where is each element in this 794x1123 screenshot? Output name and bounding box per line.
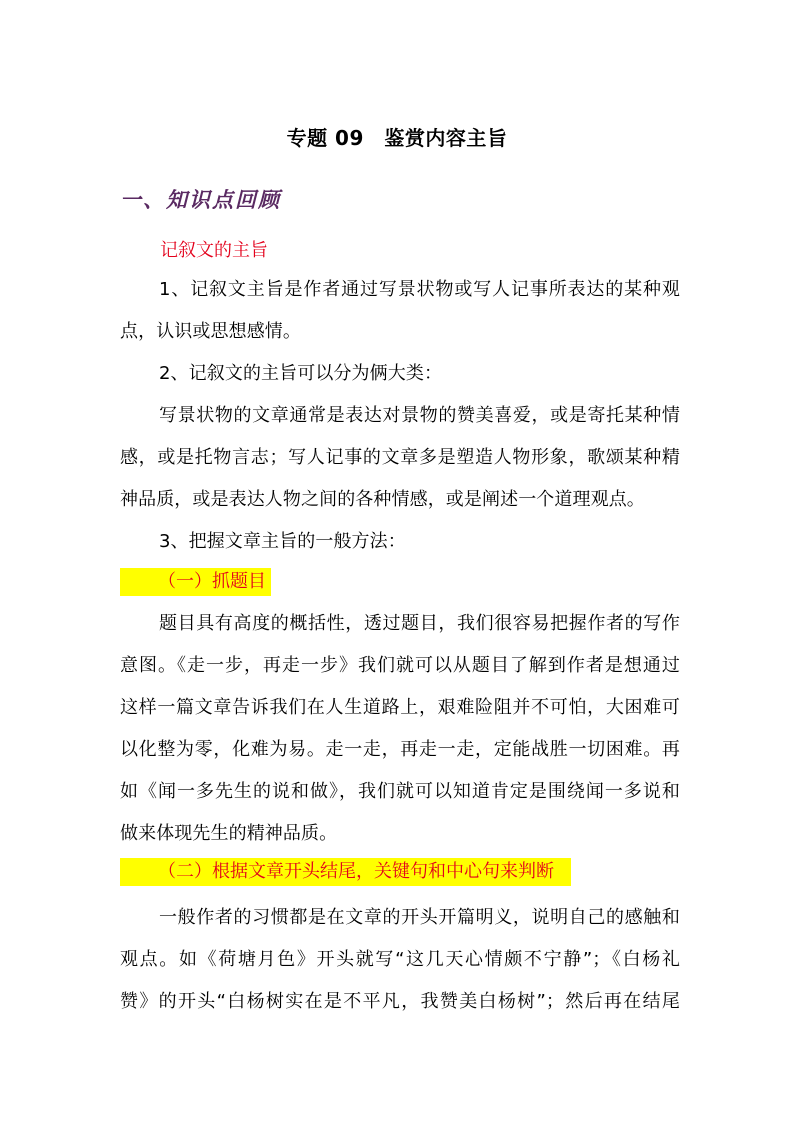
paragraph-line: 1、记叙文主旨是作者通过写景状物或写人记事所表达的某种观 <box>159 279 680 300</box>
highlighted-heading-1: （一）抓题目 <box>120 568 271 596</box>
paragraph-line: 如《闻一多先生的说和做》，我们就可以知道肯定是围绕闻一多说和 <box>120 781 680 802</box>
paragraph-line: 以化整为零，化难为易。走一走，再走一走，定能战胜一切困难。再 <box>120 739 680 760</box>
paragraph-line: 点，认识或思想感情。 <box>120 321 301 342</box>
paragraph-line: 做来体现先生的精神品质。 <box>120 823 338 844</box>
paragraph-line: 神品质，或是表达人物之间的各种情感，或是阐述一个道理观点。 <box>120 489 645 510</box>
paragraph-line: 感，或是托物言志；写人记事的文章多是塑造人物形象，歌颂某种精 <box>120 447 680 468</box>
sub-heading: 记叙文的主旨 <box>160 240 268 261</box>
paragraph-line: 赞》的开头“白杨树实在是不平凡，我赞美白杨树”；然后再在结尾 <box>120 991 680 1012</box>
paragraph-line: 写景状物的文章通常是表达对景物的赞美喜爱，或是寄托某种情 <box>159 405 680 426</box>
paragraph-line: 一般作者的习惯都是在文章的开头开篇明义，说明自己的感触和 <box>159 907 680 928</box>
paragraph-line: 观点。如《荷塘月色》开头就写“这几天心情颇不宁静”；《白杨礼 <box>120 949 680 970</box>
page-title: 专题 09 鉴赏内容主旨 <box>286 126 508 150</box>
paragraph-line: 题目具有高度的概括性，透过题目，我们很容易把握作者的写作 <box>159 613 680 634</box>
highlighted-heading-2: （二）根据文章开头结尾，关键句和中心句来判断 <box>120 858 571 886</box>
section-heading: 一、知识点回顾 <box>120 187 281 212</box>
paragraph-line: 3、把握文章主旨的一般方法： <box>159 531 406 552</box>
paragraph-line: 意图。《走一步，再走一步》我们就可以从题目了解到作者是想通过 <box>120 655 680 676</box>
paragraph-line: 这样一篇文章告诉我们在人生道路上，艰难险阻并不可怕，大困难可 <box>120 697 680 718</box>
paragraph-line: 2、记叙文的主旨可以分为俩大类： <box>159 363 443 384</box>
